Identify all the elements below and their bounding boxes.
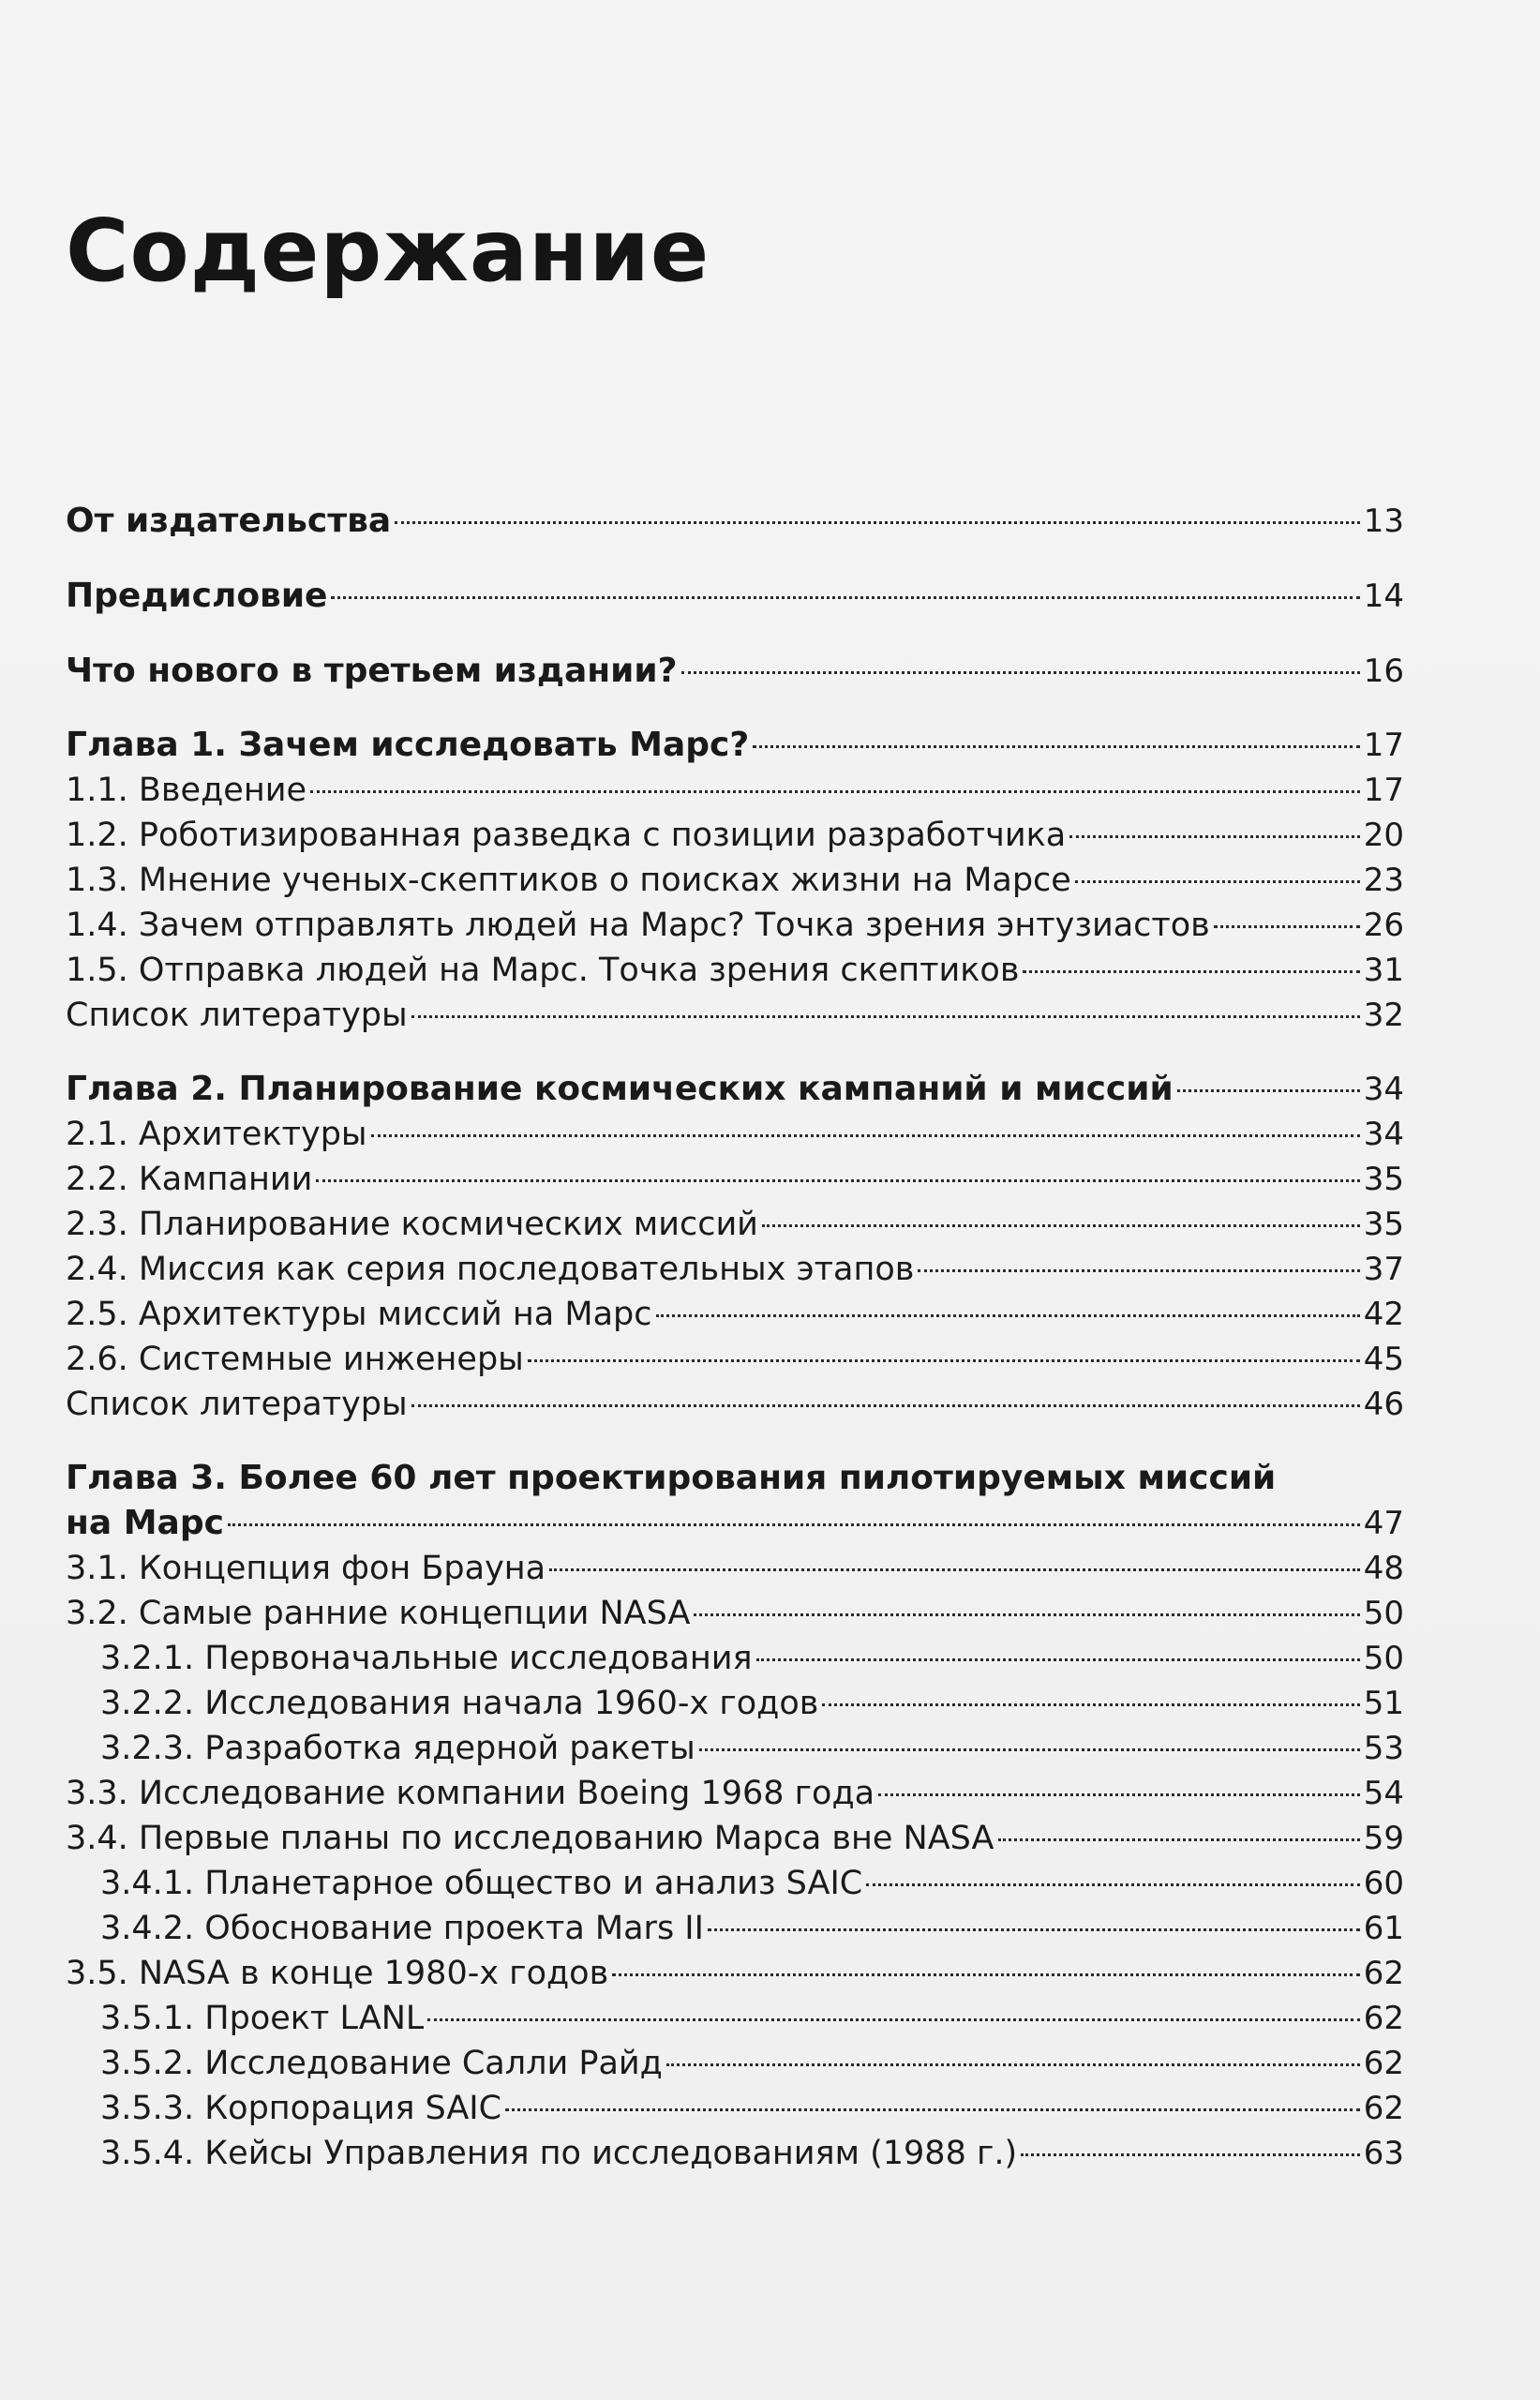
dot-leader [998, 1838, 1360, 1841]
toc-chapter-1 [66, 723, 1404, 768]
toc-entry-page: 23 [1363, 862, 1404, 899]
toc-subsection [66, 1636, 1404, 1681]
dot-leader [228, 1523, 1360, 1526]
toc-section [66, 1816, 1404, 1861]
dot-leader [316, 1179, 1359, 1182]
toc-subsection [66, 2086, 1404, 2131]
dot-leader [762, 1224, 1360, 1227]
toc-entry-label: 2.6. Системные инженеры [66, 1341, 524, 1378]
toc-entry-page: 62 [1363, 1955, 1404, 1992]
toc-entry-page: 60 [1363, 1865, 1404, 1902]
toc-subsection [66, 1996, 1404, 2041]
toc-entry-label: 2.1. Архитектуры [66, 1116, 367, 1153]
toc-subsection [66, 1681, 1404, 1726]
toc-entry-label: Список литературы [66, 1386, 408, 1423]
dot-leader [708, 1928, 1360, 1931]
dot-leader [699, 1748, 1360, 1751]
dot-leader [866, 1883, 1359, 1886]
toc-entry-page: 47 [1363, 1505, 1404, 1542]
dot-leader [1214, 925, 1360, 928]
toc-entry-label: 1.3. Мнение ученых-скептиков о поисках жизни на Марсе [66, 862, 1071, 899]
toc-entry-front-matter [66, 499, 1404, 544]
toc-section [66, 1247, 1404, 1292]
toc-entry-label: 3.5.2. Исследование Салли Райд [100, 2045, 663, 2082]
toc-section [66, 1382, 1404, 1427]
toc-entry-label: 2.3. Планирование космических миссий [66, 1206, 758, 1243]
toc-chapter-3 [66, 1501, 1404, 1546]
toc-chapter-title: Глава 1. Зачем исследовать Марс? [66, 726, 750, 764]
toc-entry-page: 50 [1363, 1595, 1404, 1632]
toc-entry-page: 13 [1363, 502, 1404, 540]
dot-leader [918, 1269, 1359, 1272]
dot-leader [666, 2063, 1360, 2066]
toc-section [66, 1951, 1404, 1996]
toc-entry-page: 45 [1363, 1341, 1404, 1378]
toc-entry-label: 3.5. NASA в конце 1980-х годов [66, 1955, 609, 1992]
toc-section [66, 813, 1404, 858]
toc-section [66, 948, 1404, 993]
toc-entry-label: Предисловие [66, 577, 328, 615]
dot-leader [681, 671, 1360, 674]
toc-entry-label: От издательства [66, 502, 392, 540]
toc-entry-label: 3.4.2. Обоснование проекта Mars II [100, 1910, 704, 1947]
toc-subsection [66, 1906, 1404, 1951]
toc-entry-label: 3.2.3. Разработка ядерной ракеты [100, 1730, 695, 1767]
toc-entry-page: 35 [1363, 1206, 1404, 1243]
dot-leader [694, 1613, 1359, 1616]
toc-entry-page: 32 [1363, 997, 1404, 1034]
dot-leader [612, 1973, 1360, 1976]
toc-entry-whats-new [66, 649, 1404, 694]
dot-leader [656, 1314, 1360, 1317]
toc-entry-label: 2.5. Архитектуры миссий на Марс [66, 1296, 652, 1333]
dot-leader [753, 745, 1359, 748]
toc-chapter-3-title-line1: Глава 3. Более 60 лет проектирования пилотируемых миссий [66, 1459, 1277, 1497]
toc-entry-label: 3.3. Исследование компании Boeing 1968 года [66, 1775, 875, 1812]
toc-entry-page: 35 [1363, 1161, 1404, 1198]
toc-section [66, 768, 1404, 813]
toc-entry-page: 37 [1363, 1251, 1404, 1288]
toc-subsection [66, 2041, 1404, 2086]
table-of-contents [66, 499, 1404, 2176]
toc-section [66, 858, 1404, 903]
toc-section [66, 1337, 1404, 1382]
toc-entry-page: 17 [1363, 727, 1404, 764]
dot-leader [395, 521, 1360, 524]
toc-entry-page: 20 [1363, 817, 1404, 854]
toc-subsection [66, 1726, 1404, 1771]
toc-entry-label: 3.1. Концепция фон Брауна [66, 1550, 546, 1587]
page-title: Содержание [66, 201, 710, 301]
toc-entry-page: 62 [1363, 2045, 1404, 2082]
toc-entry-page: 14 [1363, 578, 1404, 615]
toc-section [66, 1112, 1404, 1157]
toc-entry-label: 2.4. Миссия как серия последовательных этапов [66, 1251, 915, 1288]
dot-leader [1075, 880, 1360, 883]
dot-leader [822, 1703, 1359, 1706]
toc-entry-page: 51 [1363, 1685, 1404, 1722]
toc-section [66, 1771, 1404, 1816]
toc-entry-label: 3.5.4. Кейсы Управления по исследованиям (1988 г.) [100, 2135, 1018, 2172]
toc-entry-page: 50 [1363, 1640, 1404, 1677]
toc-entry-label: 1.2. Роботизированная разведка с позиции разработчика [66, 817, 1067, 854]
toc-entry-label: 3.2.1. Первоначальные исследования [100, 1640, 753, 1677]
toc-entry-label: Что нового в третьем издании? [66, 652, 678, 690]
toc-entry-page: 62 [1363, 2090, 1404, 2127]
toc-entry-label: 3.5.1. Проект LANL [100, 2000, 425, 2037]
dot-leader [528, 1359, 1360, 1362]
toc-entry-page: 46 [1363, 1386, 1404, 1423]
toc-chapter-2 [66, 1067, 1404, 1112]
toc-entry-page: 62 [1363, 2000, 1404, 2037]
toc-entry-page: 17 [1363, 772, 1404, 809]
toc-entry-label: 1.4. Зачем отправлять людей на Марс? Точка зрения энтузиастов [66, 907, 1210, 944]
toc-section [66, 993, 1404, 1038]
dot-leader [1177, 1089, 1360, 1092]
toc-entry-page: 34 [1363, 1071, 1404, 1108]
toc-entry-page: 54 [1363, 1775, 1404, 1812]
dot-leader [310, 790, 1360, 793]
toc-chapter-title: Глава 2. Планирование космических кампаний и миссий [66, 1070, 1174, 1108]
toc-entry-label: 3.5.3. Корпорация SAIC [100, 2090, 502, 2127]
dot-leader [427, 2018, 1359, 2021]
dot-leader [549, 1568, 1360, 1571]
dot-leader [878, 1793, 1360, 1796]
toc-chapter-title: на Марс [66, 1504, 224, 1542]
toc-section [66, 1202, 1404, 1247]
dot-leader [371, 1134, 1360, 1137]
toc-entry-label: 3.4.1. Планетарное общество и анализ SAIC [100, 1865, 863, 1902]
toc-section [66, 1157, 1404, 1202]
toc-subsection [66, 2131, 1404, 2176]
toc-entry-label: 3.2. Самые ранние концепции NASA [66, 1595, 691, 1632]
dot-leader [756, 1658, 1360, 1661]
toc-entry-label: 2.2. Кампании [66, 1161, 313, 1198]
dot-leader [411, 1404, 1360, 1407]
toc-entry-page: 63 [1363, 2135, 1404, 2172]
toc-entry-label: 1.5. Отправка людей на Марс. Точка зрения скептиков [66, 952, 1020, 989]
dot-leader [1023, 970, 1359, 973]
toc-entry-label: 1.1. Введение [66, 772, 307, 809]
toc-section [66, 1546, 1404, 1591]
dot-leader [331, 596, 1359, 599]
toc-entry-page: 26 [1363, 907, 1404, 944]
toc-entry-page: 61 [1363, 1910, 1404, 1947]
toc-section [66, 1292, 1404, 1337]
toc-entry-preface [66, 574, 1404, 619]
dot-leader [505, 2108, 1360, 2111]
toc-entry-page: 31 [1363, 952, 1404, 989]
toc-entry-label: 3.2.2. Исследования начала 1960-х годов [100, 1685, 819, 1722]
toc-entry-page: 48 [1363, 1550, 1404, 1587]
toc-entry-page: 53 [1363, 1730, 1404, 1767]
toc-entry-label: Список литературы [66, 997, 408, 1034]
toc-entry-page: 42 [1363, 1296, 1404, 1333]
dot-leader [411, 1015, 1360, 1018]
dot-leader [1021, 2153, 1360, 2156]
toc-subsection [66, 1861, 1404, 1906]
toc-entry-page: 16 [1363, 652, 1404, 690]
toc-section [66, 1591, 1404, 1636]
toc-section [66, 903, 1404, 948]
dot-leader [1069, 835, 1360, 838]
toc-entry-page: 34 [1363, 1116, 1404, 1153]
toc-entry-label: 3.4. Первые планы по исследованию Марса вне NASA [66, 1820, 994, 1857]
toc-entry-page: 59 [1363, 1820, 1404, 1857]
